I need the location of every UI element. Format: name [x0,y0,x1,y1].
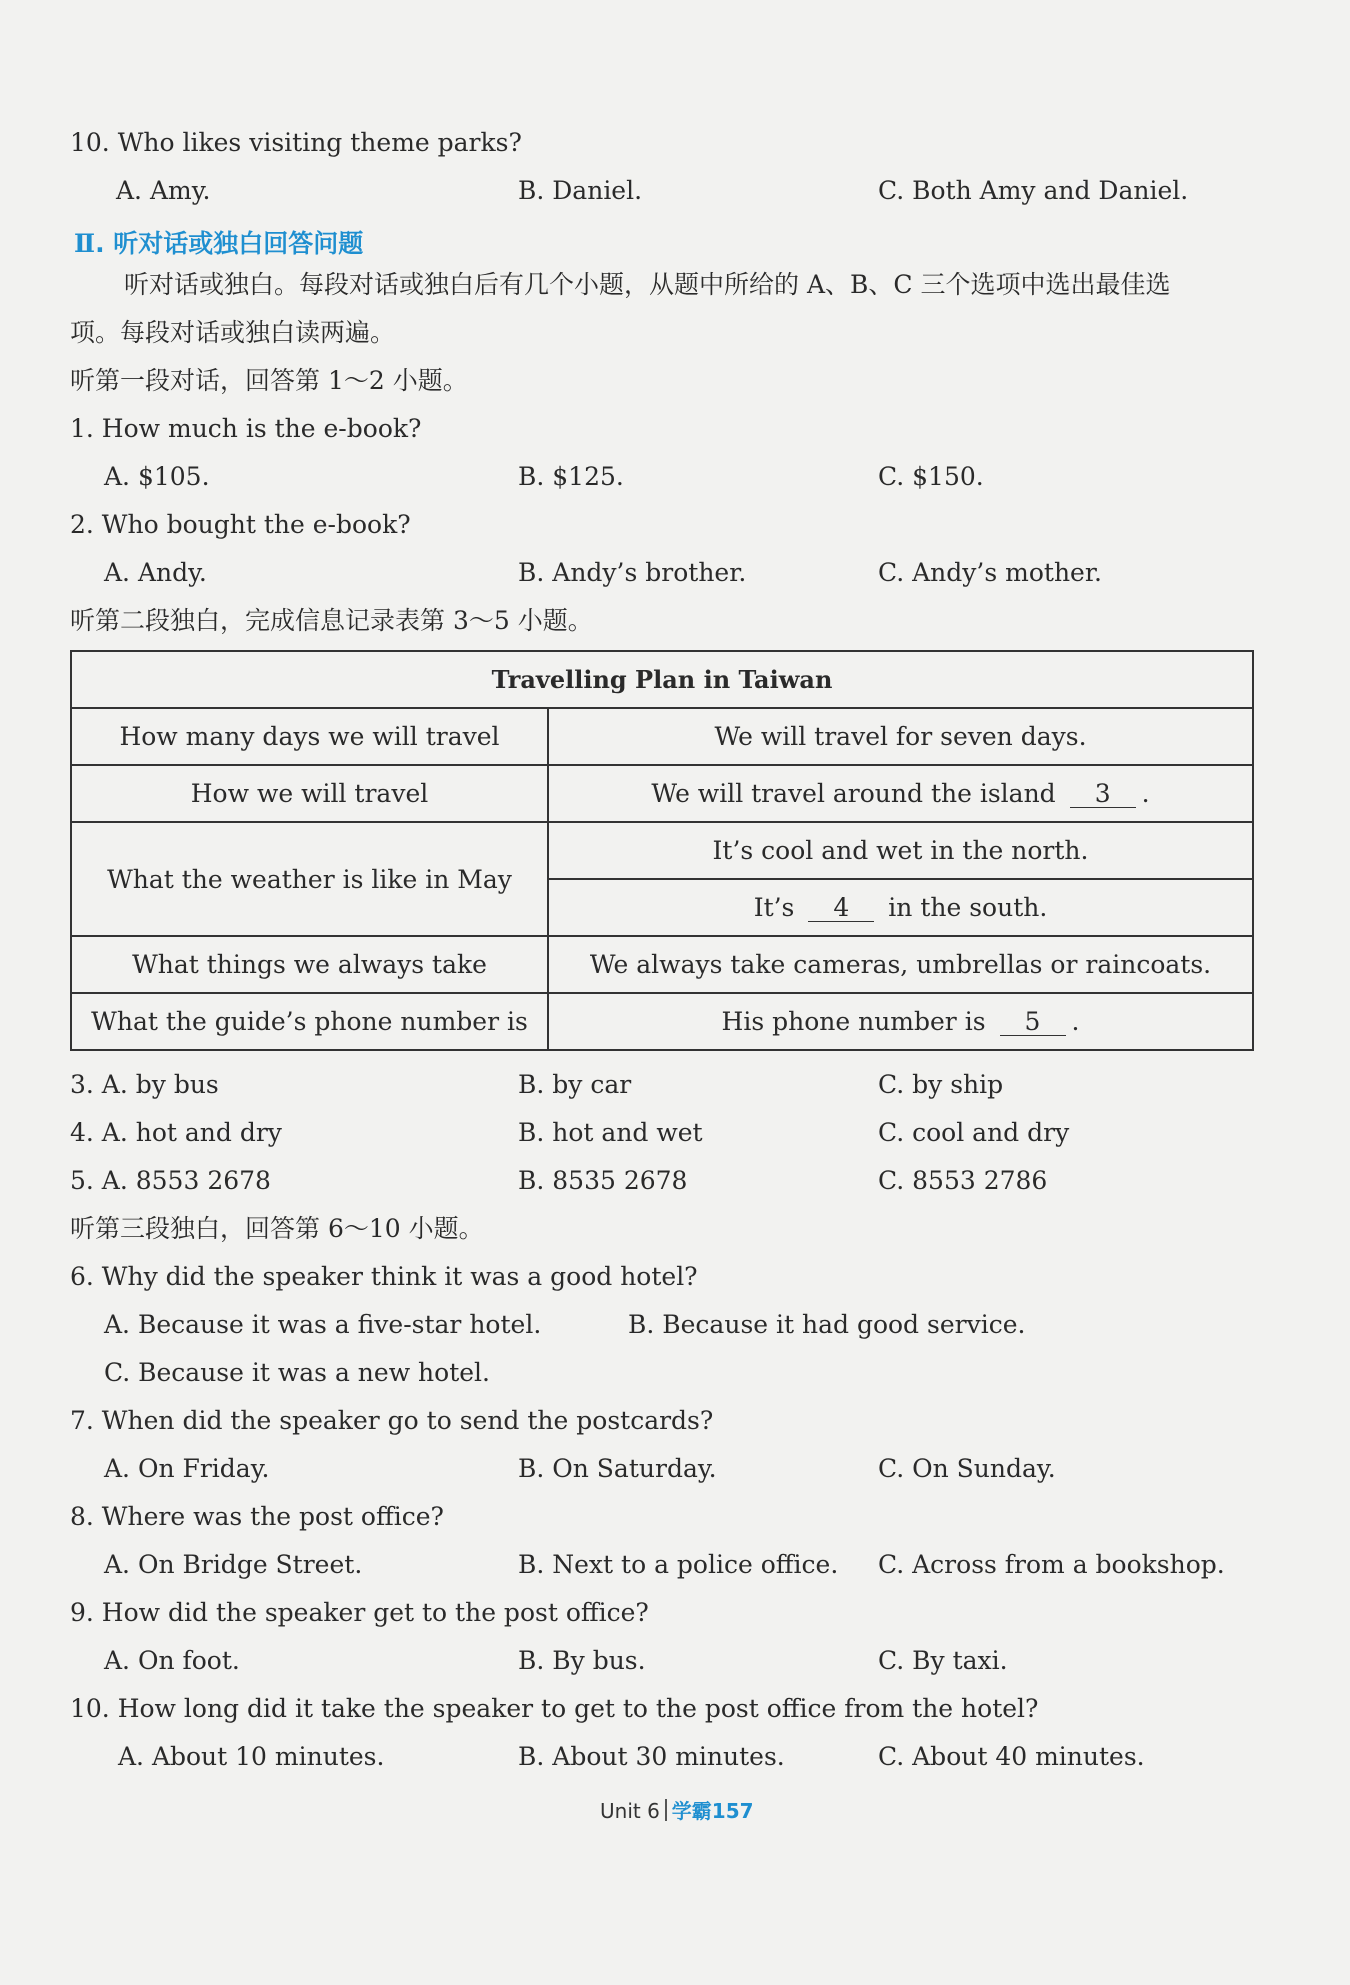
question-text: 6. Why did the speaker think it was a good hotel? [70,1262,698,1291]
option-a: A. Andy. [104,558,207,587]
table-cell: How we will travel [71,765,548,822]
question-text: 1. How much is the e-book? [70,414,422,443]
option-a: 5. A. 8553 2678 [70,1166,271,1195]
answer-blank-4[interactable]: 4 [808,895,874,922]
option-c: C. Across from a bookshop. [878,1550,1225,1579]
part-1-instruction: 听第一段对话，回答第 1～2 小题。 [70,366,468,395]
part-2-instruction: 听第二段独白，完成信息记录表第 3～5 小题。 [70,606,593,635]
question-text: 10. Who likes visiting theme parks? [70,128,522,157]
option-a: A. On foot. [104,1646,240,1675]
option-a: A. On Bridge Street. [104,1550,363,1579]
table-title: Travelling Plan in Taiwan [71,651,1253,708]
option-c: C. by ship [878,1070,1004,1099]
option-c: C. Both Amy and Daniel. [878,176,1189,205]
option-c: C. 8553 2786 [878,1166,1048,1195]
option-c: C. cool and dry [878,1118,1070,1147]
option-b: B. Andy’s brother. [518,558,747,587]
table-cell [548,765,1253,822]
section-heading [74,224,363,260]
unit-label: Unit 6 [600,1799,660,1823]
option-b: B. Daniel. [518,176,643,205]
question-text: 7. When did the speaker go to send the postcards? [70,1406,714,1435]
table-cell [548,879,1253,936]
instruction-line-1: 听对话或独白。每段对话或独白后有几个小题，从题中所给的 A、B、C 三个选项中选出最佳选 [124,270,1171,299]
table-cell: What things we always take [71,936,548,993]
page-number: 157 [711,1799,754,1823]
table-cell [548,993,1253,1050]
option-c: C. Because it was a new hotel. [104,1358,490,1387]
option-a: 3. A. by bus [70,1070,219,1099]
option-b: B. Next to a police office. [518,1550,839,1579]
option-b: B. $125. [518,462,624,491]
option-b: B. hot and wet [518,1118,703,1147]
page-footer [600,1795,754,1824]
option-a: A. On Friday. [104,1454,270,1483]
travel-plan-table [70,650,1254,1051]
cell-text: His phone number is [721,1007,986,1036]
cell-text: We will travel around the island [651,779,1056,808]
option-b: B. 8535 2678 [518,1166,688,1195]
answer-blank-3[interactable]: 3 [1070,781,1136,808]
answer-blank-5[interactable]: 5 [1000,1009,1066,1036]
option-a: 4. A. hot and dry [70,1118,282,1147]
table-cell: It’s cool and wet in the north. [548,822,1253,879]
option-b: B. About 30 minutes. [518,1742,785,1771]
option-b: B. by car [518,1070,632,1099]
table-cell: What the weather is like in May [71,822,548,936]
option-b: B. Because it had good service. [628,1310,1026,1339]
option-c: C. On Sunday. [878,1454,1056,1483]
cell-text: in the south. [888,893,1048,922]
option-a: A. $105. [104,462,210,491]
question-text: 8. Where was the post office? [70,1502,444,1531]
footer-divider [665,1799,667,1821]
option-a: A. Because it was a five-star hotel. [104,1310,542,1339]
part-3-instruction: 听第三段独白，回答第 6～10 小题。 [70,1214,484,1243]
option-b: B. By bus. [518,1646,646,1675]
question-text: 10. How long did it take the speaker to get to the post office from the hotel? [70,1694,1039,1723]
option-c: C. About 40 minutes. [878,1742,1145,1771]
instruction-line-2: 项。每段对话或独白读两遍。 [70,318,396,347]
section-title: . 听对话或独白回答问题 [95,229,364,258]
table-cell: What the guide’s phone number is [71,993,548,1050]
option-c: C. Andy’s mother. [878,558,1102,587]
table-cell: How many days we will travel [71,708,548,765]
question-text: 9. How did the speaker get to the post office? [70,1598,649,1627]
option-a: A. Amy. [116,176,211,205]
option-c: C. By taxi. [878,1646,1008,1675]
section-numeral: Ⅱ [74,229,96,258]
option-c: C. $150. [878,462,984,491]
brand-label: 学霸 [671,1799,712,1823]
table-cell: We always take cameras, umbrellas or raincoats. [548,936,1253,993]
question-text: 2. Who bought the e-book? [70,510,411,539]
cell-text: . [1141,779,1150,808]
table-cell: We will travel for seven days. [548,708,1253,765]
cell-text: . [1071,1007,1080,1036]
option-b: B. On Saturday. [518,1454,717,1483]
option-a: A. About 10 minutes. [118,1742,385,1771]
cell-text: It’s [753,893,795,922]
